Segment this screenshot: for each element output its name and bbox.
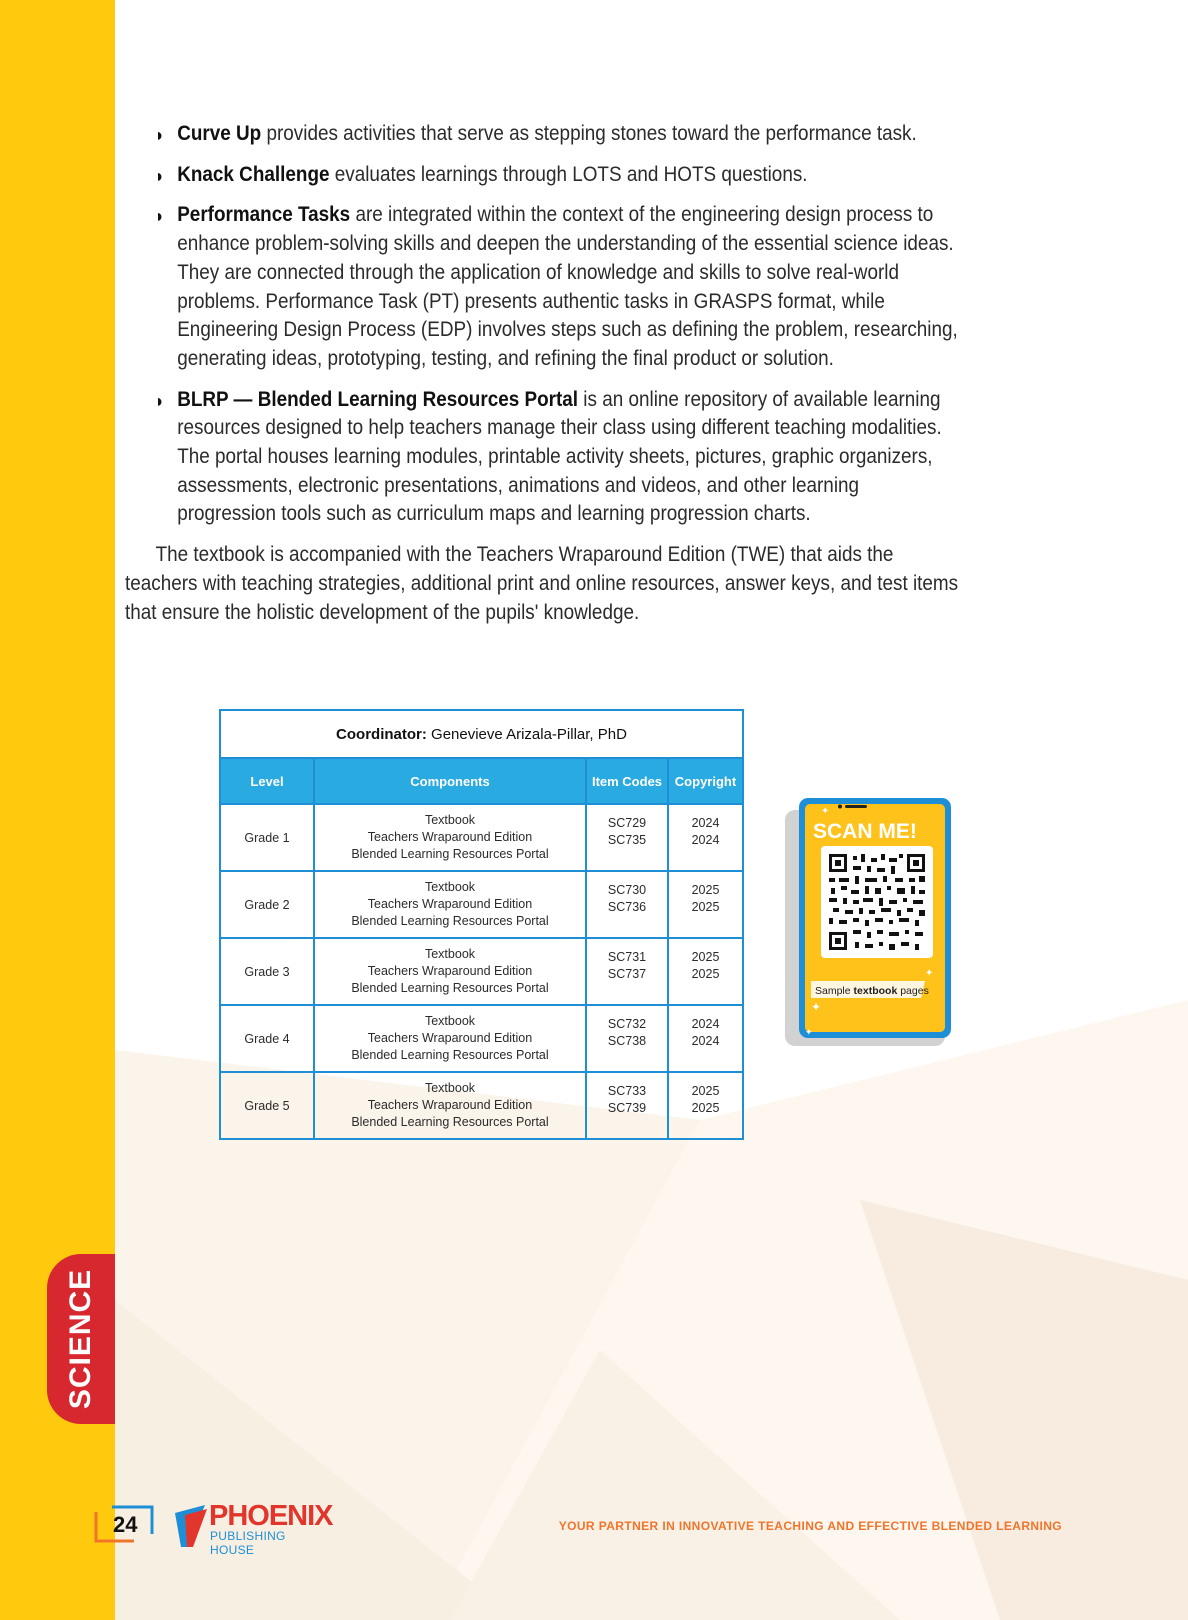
item-codes-cell: SC730 SC736 xyxy=(586,871,668,938)
table-row xyxy=(220,804,743,871)
level-cell: Grade 1 xyxy=(220,804,314,871)
coordinator-name: Genevieve Arizala-Pillar, PhD xyxy=(426,725,627,743)
section-tab-science xyxy=(47,1254,115,1424)
list-item xyxy=(125,201,962,373)
description: evaluates learnings through LOTS and HOTS questions. xyxy=(329,162,808,186)
copyright-cell: 2025 2025 xyxy=(668,938,743,1005)
list-item xyxy=(125,386,962,530)
phoenix-logo-icon xyxy=(173,1503,209,1547)
feature-list xyxy=(125,120,962,529)
level-cell: Grade 2 xyxy=(220,871,314,938)
coordinator-label: Coordinator: xyxy=(336,725,427,743)
header-copyright: Copyright xyxy=(668,758,743,804)
sparkle-icon: ✦ xyxy=(925,968,934,979)
sparkle-icon: ✦ xyxy=(821,806,830,817)
bullet-icon: ◗ xyxy=(154,125,165,145)
components-cell: Textbook Teachers Wraparound Edition Blended Learning Resources Portal xyxy=(314,1072,586,1139)
item-codes-cell: SC731 SC737 xyxy=(586,938,668,1005)
coordinator-cell xyxy=(220,710,743,758)
level-cell: Grade 4 xyxy=(220,1005,314,1072)
sparkle-icon: ✦ xyxy=(805,1027,813,1037)
page-number-box xyxy=(94,1504,154,1544)
section-tab-label: SCIENCE xyxy=(64,1268,97,1410)
logo-name: PHOENIX xyxy=(209,1500,333,1532)
bullet-icon: ◗ xyxy=(154,165,165,186)
list-item xyxy=(125,120,962,149)
bullet-icon: ◗ xyxy=(154,390,165,411)
term: BLRP — Blended Learning Resources Portal xyxy=(177,387,579,411)
item-codes-cell: SC729 SC735 xyxy=(586,804,668,871)
components-cell: Textbook Teachers Wraparound Edition Blended Learning Resources Portal xyxy=(314,804,586,871)
components-cell: Textbook Teachers Wraparound Edition Blended Learning Resources Portal xyxy=(314,1005,586,1072)
bullet-icon: ◗ xyxy=(154,206,165,227)
summary-paragraph: The textbook is accompanied with the Teachers Wraparound Edition (TWE) that aids the teachers with teaching strategies, additional print and online resources, answer keys, and test items that ensure the holistic development of the pupils' knowledge. xyxy=(125,543,959,624)
term: Curve Up xyxy=(177,122,262,145)
copyright-cell: 2025 2025 xyxy=(668,871,743,938)
item-codes-cell: SC732 SC738 xyxy=(586,1005,668,1072)
sparkle-icon: ✦ xyxy=(811,1000,822,1014)
publisher-logo xyxy=(173,1500,333,1557)
components-cell: Textbook Teachers Wraparound Edition Blended Learning Resources Portal xyxy=(314,938,586,1005)
term: Performance Tasks xyxy=(177,203,351,227)
components-table xyxy=(219,709,744,1140)
header-item-codes: Item Codes xyxy=(586,758,668,804)
table-row xyxy=(220,1072,743,1139)
scan-me-title: SCAN ME! xyxy=(813,820,917,843)
footer-tagline: YOUR PARTNER IN INNOVATIVE TEACHING AND EFFECTIVE BLENDED LEARNING xyxy=(558,1519,1062,1533)
page-number: 24 xyxy=(113,1512,138,1537)
copyright-cell: 2025 2025 xyxy=(668,1072,743,1139)
item-codes-cell: SC733 SC739 xyxy=(586,1072,668,1139)
header-level: Level xyxy=(220,758,314,804)
list-item xyxy=(125,161,962,190)
copyright-cell: 2024 2024 xyxy=(668,804,743,871)
header-components: Components xyxy=(314,758,586,804)
body-text xyxy=(125,120,962,627)
logo-subtitle: PUBLISHING HOUSE xyxy=(210,1529,286,1557)
table-row xyxy=(220,1005,743,1072)
term: Knack Challenge xyxy=(177,162,330,186)
table-row xyxy=(220,871,743,938)
scan-caption: Sample textbook pages xyxy=(815,985,929,997)
components-cell: Textbook Teachers Wraparound Edition Blended Learning Resources Portal xyxy=(314,871,586,938)
scan-me-qr-card[interactable] xyxy=(785,798,955,1048)
table-row xyxy=(220,938,743,1005)
copyright-cell: 2024 2024 xyxy=(668,1005,743,1072)
description: are integrated within the context of the engineering design process to enhance problem-solving skills and deepen the understanding of the essential science ideas. They are connected through the application of knowledge and skills to solve real-world problems. Performance Task (PT) presents authentic tasks in GRASPS format, while Engineering Design Process (EDP) involves steps such as defining the problem, researching, generating ideas, prototyping, testing, and refining the final product or solution. xyxy=(177,203,958,370)
level-cell: Grade 3 xyxy=(220,938,314,1005)
description: is an online repository of available learning resources designed to help teachers manage their class using different teaching modalities. The portal houses learning modules, printable activity sheets, pictures, graphic organizers, assessments, electronic presentations, animations and videos, and other learning progression tools such as curriculum maps and learning progression charts. xyxy=(177,387,942,526)
level-cell: Grade 5 xyxy=(220,1072,314,1139)
description: provides activities that serve as stepping stones toward the performance task. xyxy=(261,122,917,145)
components-table-wrap xyxy=(219,709,744,1140)
